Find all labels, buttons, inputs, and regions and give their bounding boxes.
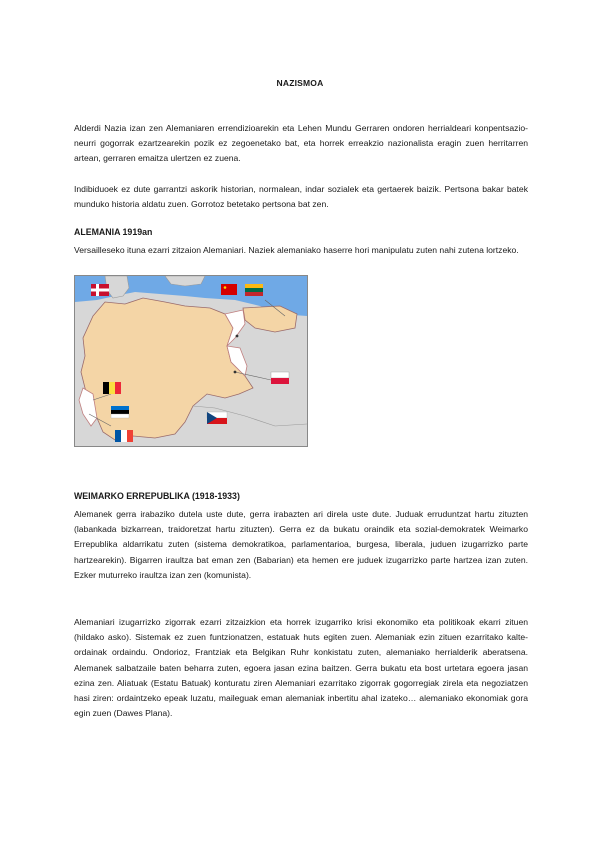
belgium-flag <box>103 382 121 394</box>
page-title: NAZISMOA <box>276 78 324 88</box>
section-paragraph-weimar-1: Alemanek gerra irabaziko dutela uste dute, gerra irabazten ari direla uste dute. Juduak erruduntzat hartu zituzten (labankada bizkarrean, traidoretzat hartu zituzten). Gerra ez da bukatu oraindik eta sozial-demokratek Weimarko Errepublika aldarrikatu zuten (sistema demokratikoa, parlamentarioa, burgesa, liberala, juduen izugarrizko parte hartzearekin). Bigarren iraultza bat eman zen (Babarian) eta hemen ere juduek izugarrizko parte hartzea izan zuten. Ezker muturreko iraultza izan zen (komunista). <box>74 509 528 580</box>
poland-flag <box>271 372 289 384</box>
denmark-flag <box>91 284 109 296</box>
france-flag <box>115 430 133 442</box>
section-paragraph-versailles: Versailleseko ituna ezarri zitzaion Alemaniari. Naziek alemaniako haserre hori manipulatu zuten nahi zutena lortzeko. <box>74 245 519 255</box>
section-heading-weimar: WEIMARKO ERREPUBLIKA (1918-1933) <box>74 491 240 501</box>
estonia-flag <box>111 406 129 418</box>
intro-paragraph-1: Alderdi Nazia izan zen Alemaniaren errendizioarekin eta Lehen Mundu Gerraren ondoren herrialdeari konpentsazio-neurri gogorrak ezartzearekin pozik ez zegoenetako bat, eta horrek erreakzio nazionalista eragin zuen herritarren artean, gerraren emaitza ulertzen ez zuena. <box>74 123 528 164</box>
section-heading-germany-1919: ALEMANIA 1919an <box>74 227 153 237</box>
intro-paragraph-2: Indibiduoek ez dute garrantzi askorik historian, normalean, indar sozialek eta gertaerek baizik. Pertsona bakar batek munduko historia aldatu zuen. Gorrotoz betetako pertsona bat zen. <box>74 184 528 210</box>
section-paragraph-weimar-2: Alemaniari izugarrizko zigorrak ezarri zitzaizkion eta horrek izugarriko krisi ekonomiko eta politikoak ekarri zituen (hildako asko). Sistemak ez zuen funtzionatzen, estatuak huts egiten zuen. Alemaniak ezin zituen ezarritako kalte-ordainak ordaindu. Ondorioz, Frantziak eta Belgikan Ruhr konkistatu zuten, alemaniako herrialderik aberatsena. Alemanek salbatzaile baten beharra zuten, egoera jasan ezina baitzen. Gerra bukatu eta bost urtetara egoera jasan ezina zen. Aliatuak (Estatu Batuak) konturatu ziren Alemaniari ezarritako zigorrak gogorregiak zirela eta negoziatzen hasi ziren: ordaintzeko epeak luzatu, maileguak eman alemaniak inbertitu ahal izateko… alemaniako ekonomiak gora egin zuen (Dawes Plana). <box>74 617 528 719</box>
soviet-flag <box>221 284 237 295</box>
czechoslovakia-flag <box>207 412 227 424</box>
city-dot <box>236 335 239 338</box>
germany-1919-map <box>74 275 308 447</box>
lithuania-flag <box>245 284 263 296</box>
city-dot <box>234 371 237 374</box>
